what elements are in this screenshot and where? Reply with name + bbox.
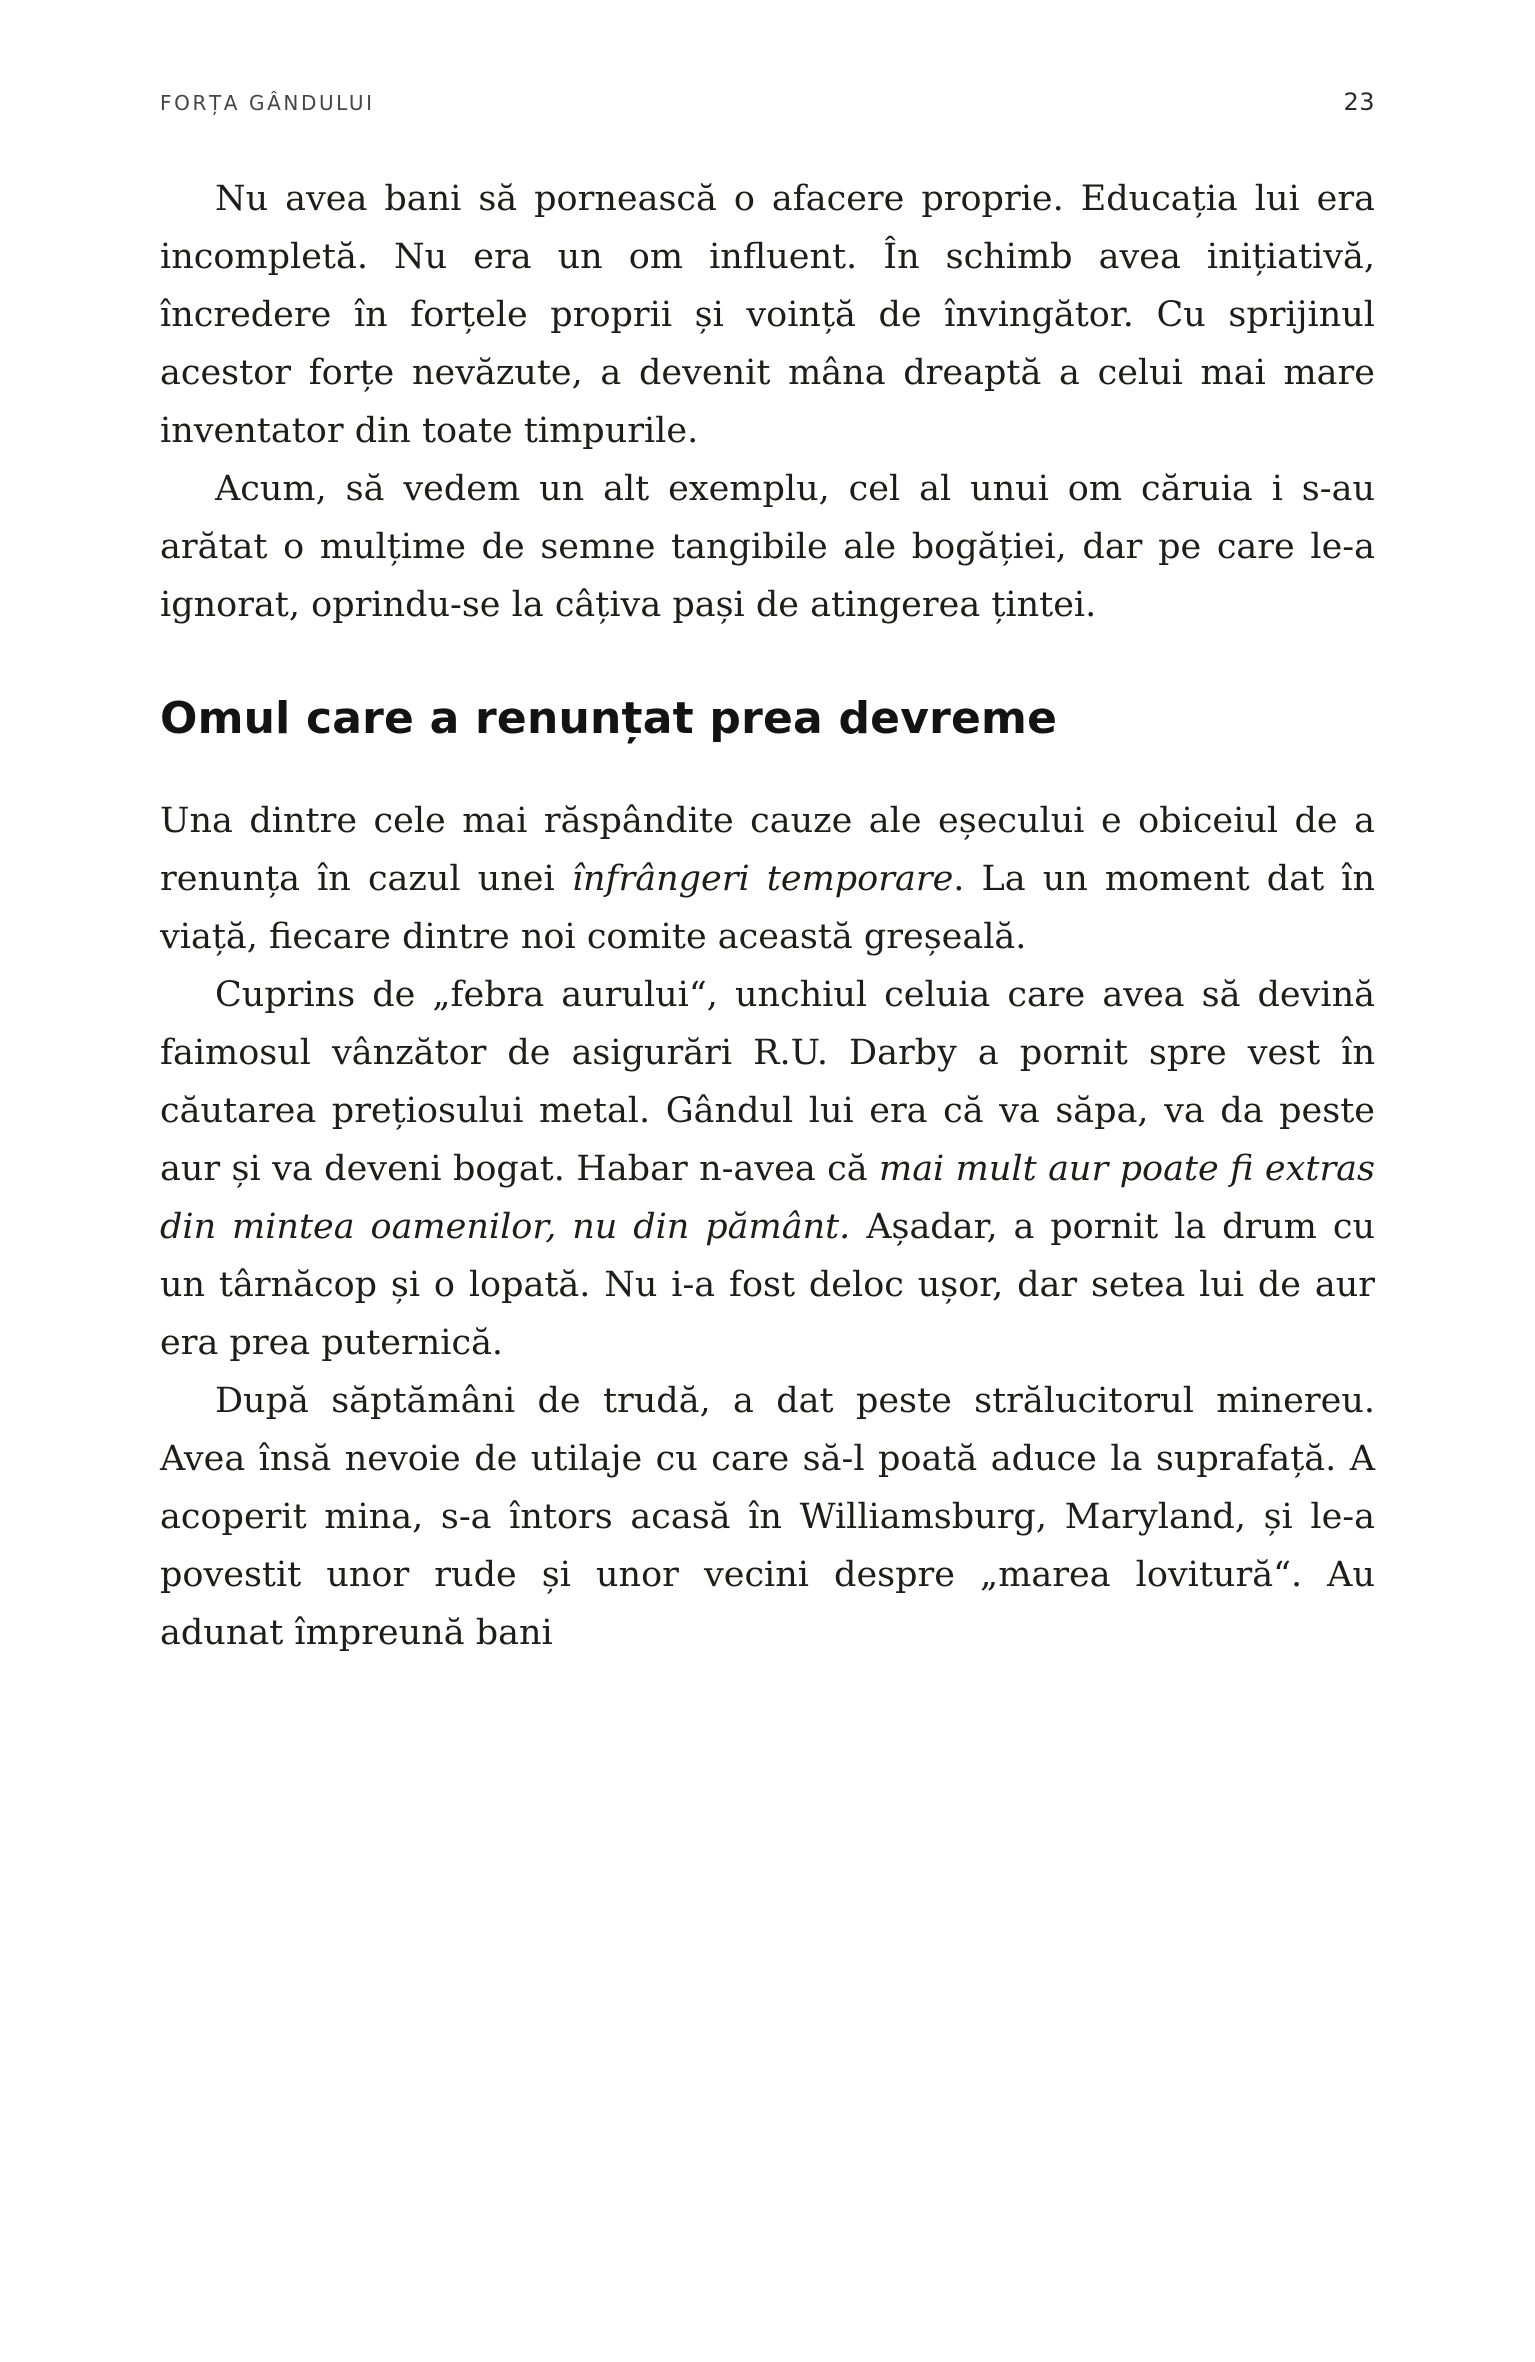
page-number: 23 — [1343, 88, 1375, 116]
text-run: Acum, să vedem un alt exemplu, cel al unui om căruia i s-au arătat o mulțime de semne tangibile ale bogăției, dar pe care le-a ignorat, oprindu-se la câțiva pași de atingerea țintei. — [160, 469, 1375, 625]
paragraph-4 — [160, 966, 1375, 1372]
paragraph-3 — [160, 792, 1375, 966]
text-run: Nu avea bani să pornească o afacere proprie. Educația lui era incompletă. Nu era un om influent. În schimb avea inițiativă, încredere în forțele proprii și voință de învingător. Cu sprijinul acestor forțe nevăzute, a devenit mâna dreaptă a celui mai mare inventator din toate timpurile. — [160, 179, 1375, 451]
italic-phrase: înfrângeri temporare — [571, 859, 954, 899]
text-run: Cuprins de „febra aurului“, unchiul celuia care avea să devină faimosul vânzător de asigurări R.U. Darby a pornit spre vest în căutarea prețiosului metal. Gândul lui era că va săpa, va da peste aur și va deveni bogat. Habar n-avea că — [160, 975, 1375, 1189]
text-run: Una dintre cele mai răspândite cauze ale eșecului e obiceiul de a renunța în cazul unei — [160, 801, 1375, 899]
text-run: Așadar, a pornit la drum cu un târnăcop și o lopată. Nu i-a fost deloc ușor, dar setea lui de aur era prea puternică. — [160, 1207, 1375, 1363]
section-heading: Omul care a renunțat prea devreme — [160, 693, 1058, 744]
paragraph-5 — [160, 1372, 1375, 1662]
text-run: După săptămâni de trudă, a dat peste strălucitorul minereu. Avea însă nevoie de utilaje cu care să-l poată aduce la suprafață. A acoperit mina, s-a întors acasă în Williamsburg, Maryland, și le-a povestit unor rude și unor vecini despre „marea lovitură“. Au adunat împreună bani — [160, 1381, 1375, 1653]
text-run: . La un moment dat în viață, fiecare dintre noi comite această greșeală. — [160, 859, 1375, 957]
paragraph-1 — [160, 170, 1375, 460]
running-title: FORȚA GÂNDULUI — [160, 91, 375, 115]
page-header — [160, 88, 1375, 116]
italic-phrase: mai mult aur poate fi extras din mintea oamenilor, nu din pământ. — [160, 1149, 1376, 1247]
page-body — [160, 170, 1375, 1662]
paragraph-2 — [160, 460, 1375, 634]
